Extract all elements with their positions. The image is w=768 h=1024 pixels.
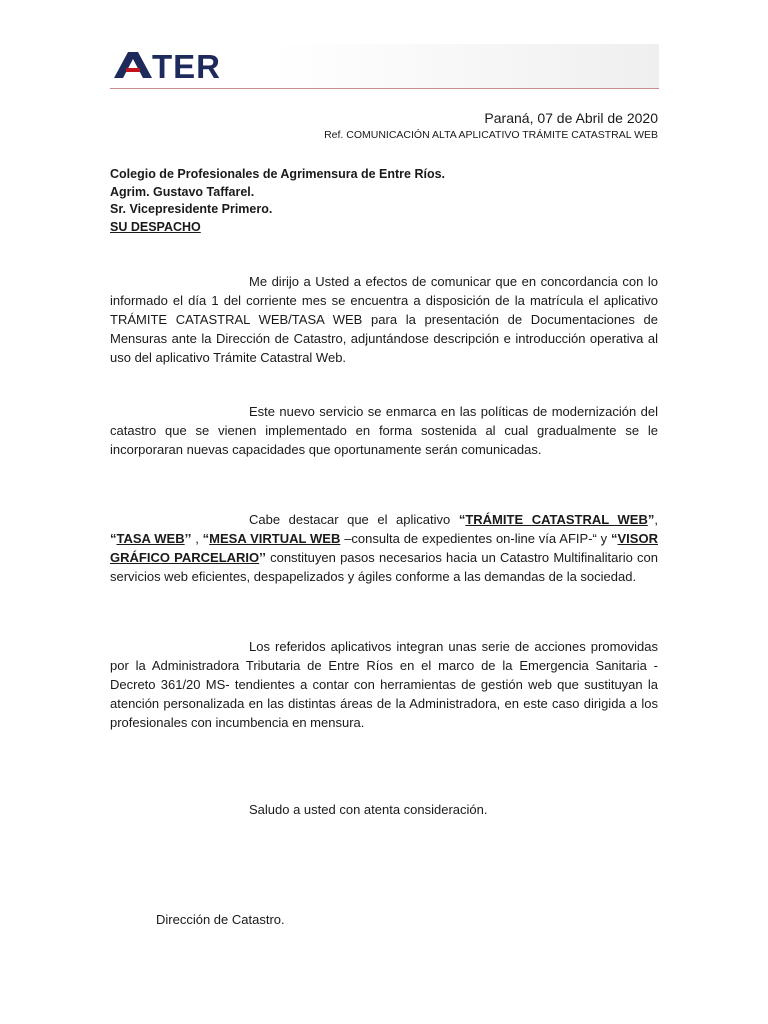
svg-text:TER: TER (152, 48, 221, 82)
closing-salutation: Saludo a usted con atenta consideración. (249, 802, 488, 817)
p3-quote-open-4: “ (611, 531, 618, 546)
p3-quote-open-1: “ (458, 512, 466, 527)
p3-quote-close-1: ” (647, 512, 655, 527)
p3-quote-open-2: “ (110, 531, 117, 546)
app-name-tramite-catastral-web: TRÁMITE CATASTRAL WEB (465, 512, 648, 527)
p3-quote-close-4: ’’ (259, 550, 266, 565)
recipient-line-3: Sr. Vicepresidente Primero. (110, 202, 273, 216)
p3-quote-open-3: “ (202, 531, 210, 546)
p3-text-5: constituyen pasos necesarios hacia un Catastro Multifinalitario con servicios web eficientes, despapelizados y ágiles conforme a las demandas de la sociedad. (110, 550, 658, 584)
recipient-line-4: SU DESPACHO (110, 219, 201, 234)
p3-quote-close-2: ’’ (184, 531, 192, 546)
letter-date: Paraná, 07 de Abril de 2020 (484, 110, 658, 126)
p3-text-4: –consulta de expedientes on-line vía AFIP-“ y (340, 531, 612, 546)
recipient-line-2: Agrim. Gustavo Taffarel. (110, 184, 255, 199)
p3-text-3: , (191, 531, 203, 546)
body-paragraph-2: Este nuevo servicio se enmarca en las políticas de modernización del catastro que se vienen implementado en forma sostenida al cual gradualmente se le incorporaran nuevas capacidades que oportunamente serán comunicadas. (110, 404, 658, 457)
ater-logo (112, 48, 262, 82)
app-name-tasa-web: TASA WEB (116, 531, 185, 546)
body-paragraph-4: Los referidos aplicativos integran unas serie de acciones promovidas por la Administradora Tributaria de Entre Ríos en el marco de la Emergencia Sanitaria -Decreto 361/20 MS- tendientes a contar con herramientas de gestión web que sustituyan la atención personalizada en las distintas áreas de la Administradora, en este caso dirigida a los profesionales con incumbencia en mensura. (110, 639, 658, 730)
app-name-visor-grafico-parcelario: VISOR GRÁFICO PARCELARIO (110, 531, 658, 565)
letterhead (110, 44, 659, 90)
body-paragraph-3 (110, 510, 658, 586)
recipient-line-1: Colegio de Profesionales de Agrimensura de Entre Ríos. (110, 167, 446, 181)
body-paragraph-1: Me dirijo a Usted a efectos de comunicar que en concordancia con lo informado el día 1 del corriente mes se encuentra a disposición de la matrícula el aplicativo TRÁMITE CATASTRAL WEB/TASA WEB para la presentación de Documentaciones de Mensuras ante la Dirección de Catastro, adjuntándose descripción e introducción operativa al uso del aplicativo Trámite Catastral Web. (110, 274, 658, 365)
header-rule (110, 88, 659, 89)
app-name-mesa-virtual-web: MESA VIRTUAL WEB (209, 531, 341, 546)
letter-reference: Ref. COMUNICACIÓN ALTA APLICATIVO TRÁMITE CATASTRAL WEB (324, 129, 658, 141)
recipient-block (110, 166, 445, 236)
signature-line: Dirección de Catastro. (156, 912, 285, 927)
p3-text-1: Cabe destacar que el aplicativo (249, 512, 459, 527)
p3-text-2: , (654, 512, 658, 527)
